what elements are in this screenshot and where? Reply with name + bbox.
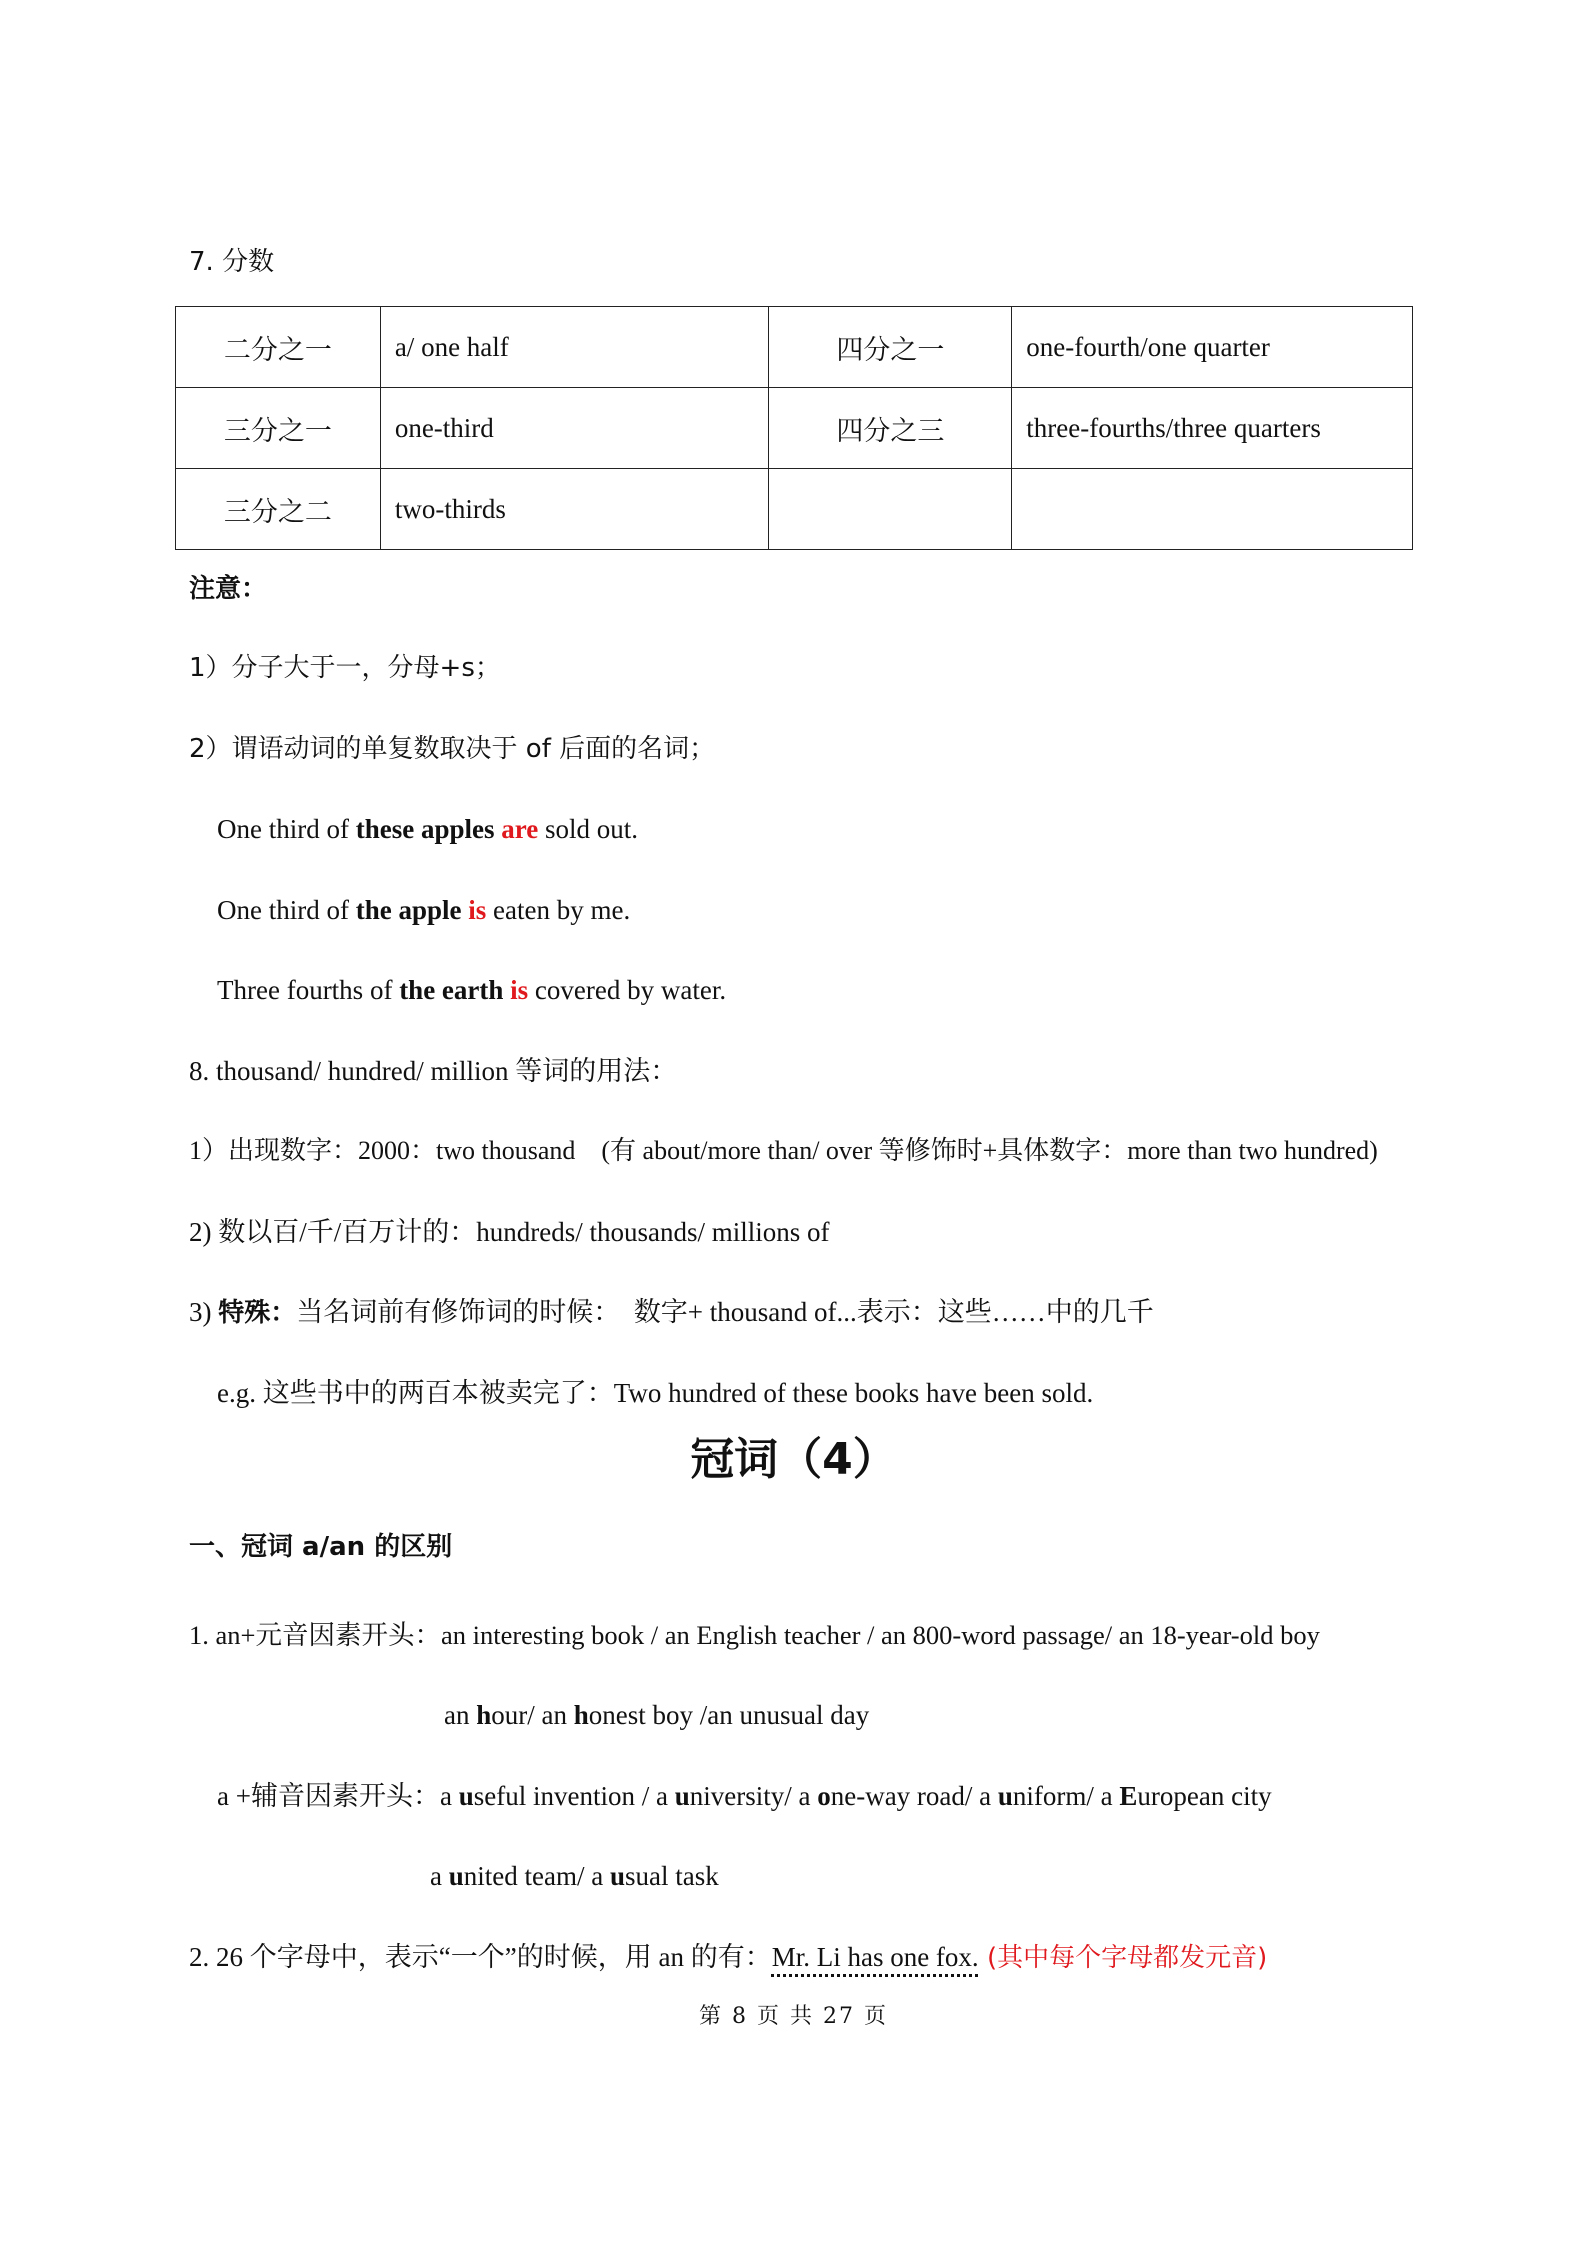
table-cell: 四分之三 (769, 388, 1012, 469)
note-1: 1）分子大于一，分母+s； (189, 653, 501, 683)
rule-a-examples: a united team/ a usual task (430, 1861, 719, 1891)
table-row (176, 307, 1413, 388)
mnemonic-phrase: Mr. Li has one fox. (771, 1942, 979, 1972)
table-row (176, 469, 1413, 550)
table-cell: one-third (380, 388, 769, 469)
rule-an-examples: an hour/ an honest boy /an unusual day (444, 1700, 870, 1730)
page-footer: 第 8 页 共 27 页 (699, 2004, 888, 2029)
fraction-table (175, 306, 1413, 550)
section-8-item-2: 2) 数以百/千/百万计的：hundreds/ thousands/ millions of (189, 1217, 830, 1247)
table-cell: a/ one half (380, 307, 769, 388)
section-8-item-3: 3) 特殊：当名词前有修饰词的时候： 数字+ thousand of...表示：这些……中的几千 (189, 1297, 1154, 1328)
table-cell (769, 469, 1012, 550)
rule-an-vowel: 1. an+元音因素开头：an interesting book / an English teacher / an 800-word passage/ an 18-year-old boy (189, 1620, 1320, 1650)
table-cell: 三分之一 (176, 388, 381, 469)
section-8-item-1: 1）出现数字：2000：two thousand (有 about/more than/ over 等修饰时+具体数字：more than two hundred) (189, 1136, 1378, 1165)
section-7-heading: 7. 分数 (189, 247, 275, 277)
table-cell: three-fourths/three quarters (1012, 388, 1413, 469)
example-3: Three fourths of the earth is covered by water. (217, 975, 727, 1005)
table-cell: 二分之一 (176, 307, 381, 388)
table-row (176, 388, 1413, 469)
section-8-heading: 8. thousand/ hundred/ million 等词的用法： (189, 1056, 678, 1086)
table-cell: two-thirds (380, 469, 769, 550)
example-2: One third of the apple is eaten by me. (217, 895, 631, 925)
table-cell: 四分之一 (769, 307, 1012, 388)
article-title: 冠词（4） (690, 1434, 897, 1485)
rule-letters: 2. 26 个字母中，表示“一个”的时候，用 an 的有：Mr. Li has one fox. (其中每个字母都发元音) (189, 1942, 1268, 1973)
table-cell: 三分之二 (176, 469, 381, 550)
table-cell: one-fourth/one quarter (1012, 307, 1413, 388)
article-section-1-heading: 一、冠词 a/an 的区别 (189, 1532, 453, 1562)
note-2: 2）谓语动词的单复数取决于 of 后面的名词； (189, 734, 716, 764)
note-label: 注意： (189, 574, 268, 604)
table-cell (1012, 469, 1413, 550)
section-8-example: e.g. 这些书中的两百本被卖完了：Two hundred of these books have been sold. (217, 1378, 1094, 1408)
example-1: One third of these apples are sold out. (217, 814, 638, 844)
rule-a-consonant: a +辅音因素开头：a useful invention / a university/ a one-way road/ a uniform/ a European city (217, 1781, 1272, 1811)
